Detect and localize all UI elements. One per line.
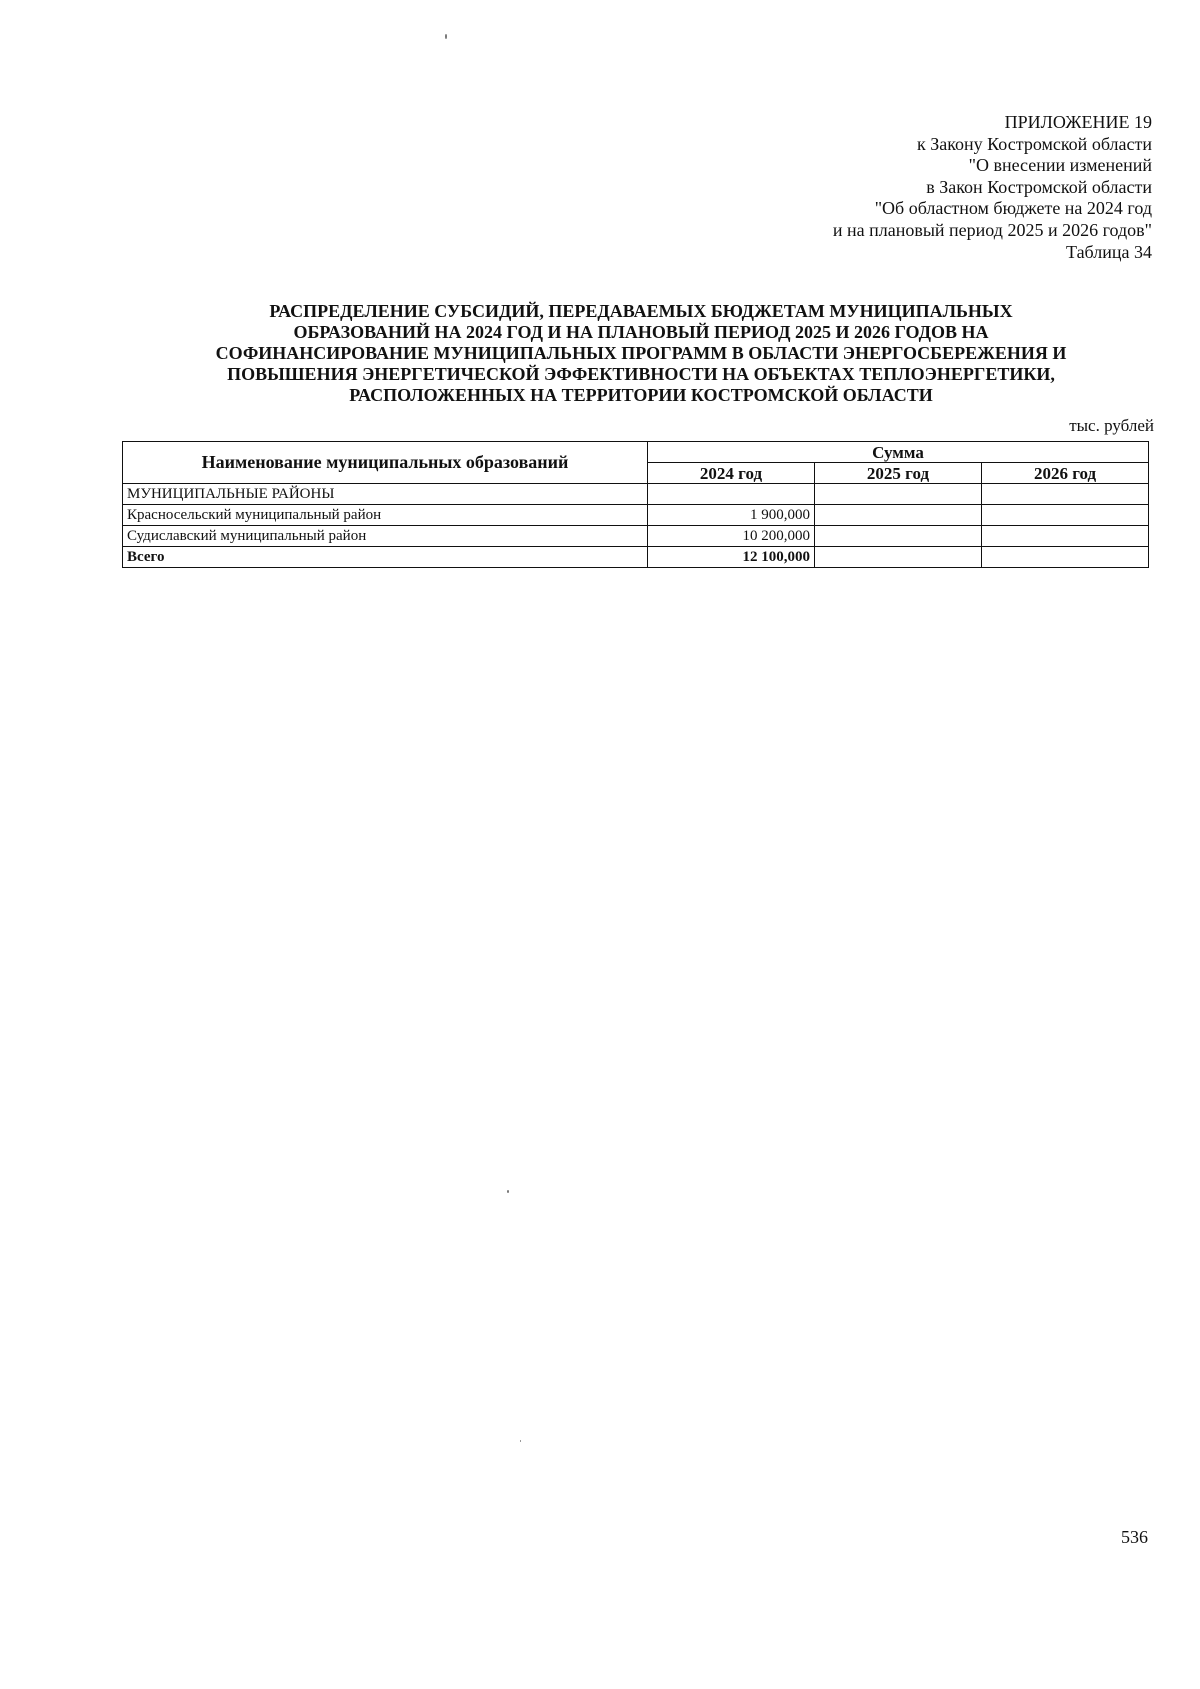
total-name: Всего (123, 547, 648, 568)
title-line: РАСПРЕДЕЛЕНИЕ СУБСИДИЙ, ПЕРЕДАВАЕМЫХ БЮДЖЕТАМ МУНИЦИПАЛЬНЫХ (269, 301, 1013, 321)
scan-speck (520, 1440, 521, 1442)
total-value-2025 (815, 547, 982, 568)
total-value-2024: 12 100,000 (648, 547, 815, 568)
row-name: Судиславский муниципальный район (123, 526, 648, 547)
header-year-2025: 2025 год (815, 463, 982, 484)
title-line: СОФИНАНСИРОВАНИЕ МУНИЦИПАЛЬНЫХ ПРОГРАММ В ОБЛАСТИ ЭНЕРГОСБЕРЕЖЕНИЯ И (215, 343, 1067, 363)
row-value-2025 (815, 505, 982, 526)
appendix-line: ПРИЛОЖЕНИЕ 19 (1004, 112, 1152, 132)
document-title (120, 301, 1162, 406)
title-line: РАСПОЛОЖЕННЫХ НА ТЕРРИТОРИИ КОСТРОМСКОЙ ОБЛАСТИ (349, 385, 933, 405)
row-value-2026 (982, 505, 1149, 526)
subsidies-table (122, 441, 1149, 568)
table-header-row (123, 442, 1149, 463)
row-name: МУНИЦИПАЛЬНЫЕ РАЙОНЫ (123, 484, 648, 505)
table-row (123, 526, 1149, 547)
header-year-2026: 2026 год (982, 463, 1149, 484)
header-year-2024: 2024 год (648, 463, 815, 484)
appendix-block (833, 112, 1152, 263)
row-value-2024 (648, 484, 815, 505)
row-value-2025 (815, 526, 982, 547)
total-value-2026 (982, 547, 1149, 568)
appendix-line: в Закон Костромской области (926, 176, 1152, 197)
scan-speck (507, 1190, 509, 1193)
units-label: тыс. рублей (1069, 416, 1154, 435)
title-line: ПОВЫШЕНИЯ ЭНЕРГЕТИЧЕСКОЙ ЭФФЕКТИВНОСТИ НА ОБЪЕКТАХ ТЕПЛОЭНЕРГЕТИКИ, (227, 364, 1055, 384)
row-value-2026 (982, 484, 1149, 505)
appendix-line: "О внесении изменений (968, 155, 1152, 176)
table-row (123, 484, 1149, 505)
row-value-2024: 1 900,000 (648, 505, 815, 526)
appendix-line: и на плановый период 2025 и 2026 годов" (832, 219, 1152, 240)
row-value-2024: 10 200,000 (648, 526, 815, 547)
table-row (123, 505, 1149, 526)
header-name: Наименование муниципальных образований (123, 442, 648, 484)
header-sum: Сумма (648, 442, 1149, 463)
appendix-line: к Закону Костромской области (916, 133, 1152, 154)
page-number: 536 (1121, 1527, 1148, 1547)
title-line: ОБРАЗОВАНИЙ НА 2024 ГОД И НА ПЛАНОВЫЙ ПЕРИОД 2025 И 2026 ГОДОВ НА (293, 322, 989, 342)
row-value-2025 (815, 484, 982, 505)
scan-speck (445, 34, 447, 39)
row-value-2026 (982, 526, 1149, 547)
appendix-line: "Об областном бюджете на 2024 год (874, 198, 1152, 219)
total-row (123, 547, 1149, 568)
table-number: Таблица 34 (1066, 241, 1152, 262)
row-name: Красносельский муниципальный район (123, 505, 648, 526)
